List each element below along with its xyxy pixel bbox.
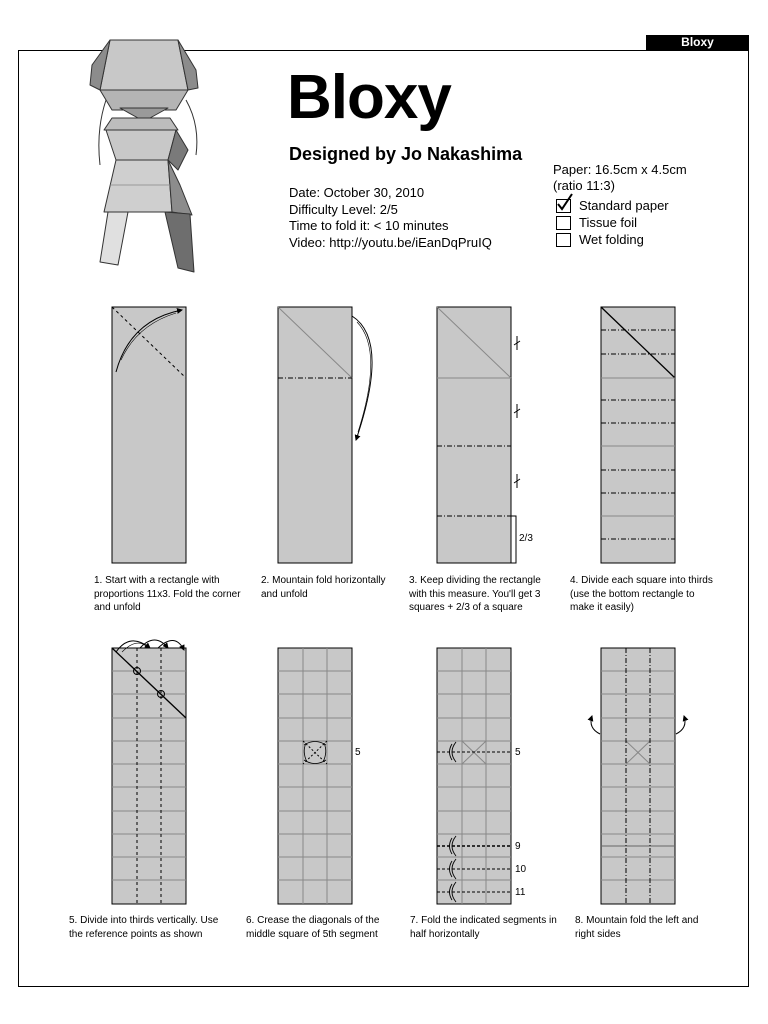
- info-time: Time to fold it: < 10 minutes: [289, 218, 449, 233]
- info-date: Date: October 30, 2010: [289, 185, 425, 200]
- step-1-diagram: [112, 307, 186, 563]
- step-6-caption: 6. Crease the diagonals of the middle square of 5th segment: [246, 915, 380, 940]
- step-6-diagram: [278, 648, 352, 904]
- step-7-diagram: [437, 648, 511, 904]
- step-7-segment-label: 10: [515, 864, 527, 875]
- option-label: Wet folding: [579, 232, 644, 247]
- step-6-segment-label: 5: [355, 747, 361, 758]
- step-5-diagram: [112, 640, 186, 904]
- step-4-caption: 4. Divide each square into thirds (use the bottom rectangle to make it easily): [570, 575, 713, 613]
- step-7-caption: 7. Fold the indicated segments in half horizontally: [410, 915, 557, 940]
- info-difficulty: Difficulty Level: 2/5: [289, 201, 398, 217]
- step-3-fraction-label: 2/3: [519, 533, 533, 544]
- step-7-segment-label: 9: [515, 841, 521, 852]
- step-4-diagram: [601, 307, 675, 563]
- step-5-caption: 5. Divide into thirds vertically. Use the reference points as shown: [69, 915, 219, 940]
- option-label: Tissue foil: [579, 215, 638, 230]
- step-3-caption: 3. Keep dividing the rectangle with this measure. You'll get 3 squares + 2/3 of a square: [409, 575, 541, 613]
- step-2-caption: 2. Mountain fold horizontally and unfold: [261, 575, 386, 600]
- info-video: Video: http://youtu.be/iEanDqPruIQ: [289, 234, 492, 250]
- step-7-segment-label: 5: [515, 747, 521, 758]
- paper-ratio: (ratio 11:3): [553, 178, 615, 193]
- option-label: Standard paper: [579, 198, 669, 213]
- step-2-diagram: [278, 307, 372, 563]
- step-7-segment-label: 11: [515, 887, 526, 898]
- designer-credit: Designed by Jo Nakashima: [289, 144, 523, 164]
- page-title: Bloxy: [287, 63, 451, 132]
- header-tab: Bloxy: [646, 35, 749, 50]
- step-1-caption: 1. Start with a rectangle with proportions 11x3. Fold the corner and unfold: [94, 575, 241, 613]
- step-8-diagram: [591, 648, 685, 904]
- paper-size: Paper: 16.5cm x 4.5cm: [553, 162, 687, 177]
- step-3-diagram: [437, 307, 520, 563]
- step-8-caption: 8. Mountain fold the left and right sides: [575, 915, 699, 940]
